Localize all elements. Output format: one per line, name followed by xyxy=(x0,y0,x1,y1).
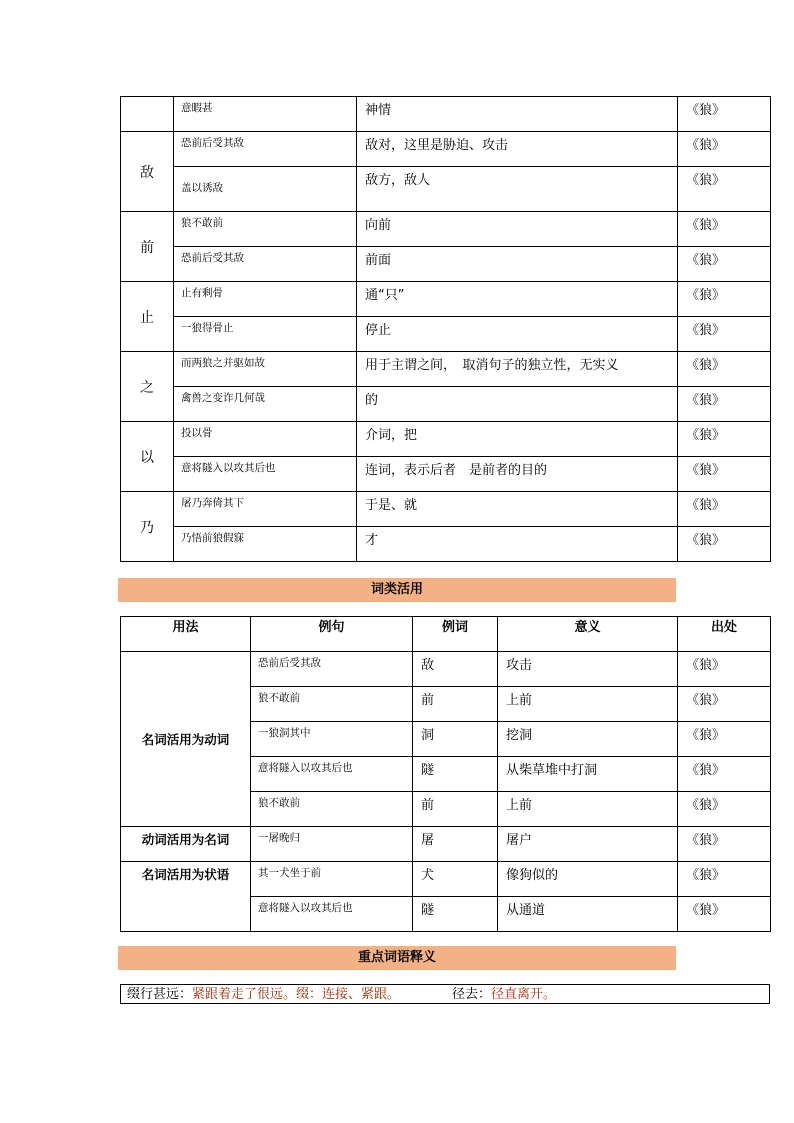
char-cell: 敌 xyxy=(121,132,174,212)
char-cell: 之 xyxy=(121,352,174,422)
sentence-cell: 一屠晚归 xyxy=(251,827,413,862)
table-header-row xyxy=(121,617,771,652)
example-cell: 意将隧入以攻其后也 xyxy=(174,457,357,492)
meaning-cell: 才 xyxy=(357,527,678,562)
header-word: 例词 xyxy=(413,617,498,652)
word-cell: 前 xyxy=(413,792,498,827)
word-cell: 隧 xyxy=(413,757,498,792)
example-cell: 恐前后受其敌 xyxy=(174,247,357,282)
meaning-cell: 上前 xyxy=(498,687,678,722)
char-cell xyxy=(121,97,174,132)
meaning-cell: 从柴草堆中打洞 xyxy=(498,757,678,792)
meaning-cell: 用于主谓之间， 取消句子的独立性，无实义 xyxy=(357,352,678,387)
table-row xyxy=(121,167,771,212)
char-cell: 乃 xyxy=(121,492,174,562)
source-cell: 《狼》 xyxy=(678,687,771,722)
meaning-cell: 神情 xyxy=(357,97,678,132)
example-cell: 意暇甚 xyxy=(174,97,357,132)
word-cell: 犬 xyxy=(413,862,498,897)
meaning-cell: 向前 xyxy=(357,212,678,247)
meaning-cell: 连词，表示后者 是前者的目的 xyxy=(357,457,678,492)
sentence-cell: 意将隧入以攻其后也 xyxy=(251,897,413,932)
source-cell: 《狼》 xyxy=(678,247,771,282)
meaning-cell: 停止 xyxy=(357,317,678,352)
source-cell: 《狼》 xyxy=(678,422,771,457)
meaning-cell: 上前 xyxy=(498,792,678,827)
source-cell: 《狼》 xyxy=(678,527,771,562)
sentence-cell: 意将隧入以攻其后也 xyxy=(251,757,413,792)
meaning-cell: 挖洞 xyxy=(498,722,678,757)
polysemy-table xyxy=(120,96,771,562)
word-cell: 敌 xyxy=(413,652,498,687)
header-usage: 用法 xyxy=(121,617,251,652)
meaning-cell: 屠户 xyxy=(498,827,678,862)
table-row xyxy=(121,387,771,422)
table-row xyxy=(121,132,771,167)
meaning-cell: 敌方，敌人 xyxy=(357,167,678,212)
example-cell: 乃悟前狼假寐 xyxy=(174,527,357,562)
source-cell: 《狼》 xyxy=(678,827,771,862)
source-cell: 《狼》 xyxy=(678,457,771,492)
usage-cell: 名词活用为动词 xyxy=(121,652,251,827)
meaning-cell: 通“只” xyxy=(357,282,678,317)
source-cell: 《狼》 xyxy=(678,897,771,932)
example-cell: 投以骨 xyxy=(174,422,357,457)
source-cell: 《狼》 xyxy=(678,492,771,527)
source-cell: 《狼》 xyxy=(678,652,771,687)
usage-cell: 动词活用为名词 xyxy=(121,827,251,862)
note-item xyxy=(452,985,556,1005)
table-row xyxy=(121,422,771,457)
table-row xyxy=(121,652,771,687)
word-cell: 前 xyxy=(413,687,498,722)
table-row xyxy=(121,527,771,562)
meaning-cell: 攻击 xyxy=(498,652,678,687)
note-explain: 紧跟着走了很远。缀：连接、紧跟。 xyxy=(192,987,401,1002)
source-cell: 《狼》 xyxy=(678,212,771,247)
example-cell: 止有剩骨 xyxy=(174,282,357,317)
meaning-cell: 于是、就 xyxy=(357,492,678,527)
table-row xyxy=(121,247,771,282)
source-cell: 《狼》 xyxy=(678,757,771,792)
source-cell: 《狼》 xyxy=(678,97,771,132)
example-cell: 屠乃奔倚其下 xyxy=(174,492,357,527)
table-row xyxy=(121,457,771,492)
word-cell: 洞 xyxy=(413,722,498,757)
meaning-cell: 介词，把 xyxy=(357,422,678,457)
word-usage-table xyxy=(120,616,771,932)
source-cell: 《狼》 xyxy=(678,317,771,352)
source-cell: 《狼》 xyxy=(678,722,771,757)
source-cell: 《狼》 xyxy=(678,167,771,212)
sentence-cell: 恐前后受其敌 xyxy=(251,652,413,687)
meaning-cell: 敌对，这里是胁迫、攻击 xyxy=(357,132,678,167)
section-title-key-words: 重点词语释义 xyxy=(118,946,676,970)
source-cell: 《狼》 xyxy=(678,352,771,387)
table-row xyxy=(121,492,771,527)
source-cell: 《狼》 xyxy=(678,862,771,897)
example-cell: 盖以诱敌 xyxy=(174,167,357,212)
word-cell: 屠 xyxy=(413,827,498,862)
source-cell: 《狼》 xyxy=(678,387,771,422)
table-row xyxy=(121,352,771,387)
key-words-box xyxy=(120,984,770,1004)
source-cell: 《狼》 xyxy=(678,792,771,827)
note-term: 缀行甚远： xyxy=(127,987,193,1002)
example-cell: 狼不敢前 xyxy=(174,212,357,247)
meaning-cell: 从通道 xyxy=(498,897,678,932)
source-cell: 《狼》 xyxy=(678,282,771,317)
table-row xyxy=(121,97,771,132)
example-cell: 一狼得骨止 xyxy=(174,317,357,352)
table-row xyxy=(121,317,771,352)
meaning-cell: 像狗似的 xyxy=(498,862,678,897)
note-term: 径去： xyxy=(452,987,492,1002)
header-sentence: 例句 xyxy=(251,617,413,652)
header-meaning: 意义 xyxy=(498,617,678,652)
word-cell: 隧 xyxy=(413,897,498,932)
sentence-cell: 狼不敢前 xyxy=(251,687,413,722)
meaning-cell: 的 xyxy=(357,387,678,422)
source-cell: 《狼》 xyxy=(678,132,771,167)
header-source: 出处 xyxy=(678,617,771,652)
table-row xyxy=(121,827,771,862)
sentence-cell: 其一犬坐于前 xyxy=(251,862,413,897)
example-cell: 恐前后受其敌 xyxy=(174,132,357,167)
note-explain: 径直离开。 xyxy=(491,987,557,1002)
note-item xyxy=(127,985,400,1005)
char-cell: 以 xyxy=(121,422,174,492)
section-title-word-usage: 词类活用 xyxy=(118,578,676,602)
table-row xyxy=(121,282,771,317)
char-cell: 止 xyxy=(121,282,174,352)
sentence-cell: 狼不敢前 xyxy=(251,792,413,827)
example-cell: 禽兽之变诈几何哉 xyxy=(174,387,357,422)
char-cell: 前 xyxy=(121,212,174,282)
meaning-cell: 前面 xyxy=(357,247,678,282)
table-row xyxy=(121,212,771,247)
sentence-cell: 一狼洞其中 xyxy=(251,722,413,757)
table-row xyxy=(121,862,771,897)
example-cell: 而两狼之并驱如故 xyxy=(174,352,357,387)
usage-cell: 名词活用为状语 xyxy=(121,862,251,932)
